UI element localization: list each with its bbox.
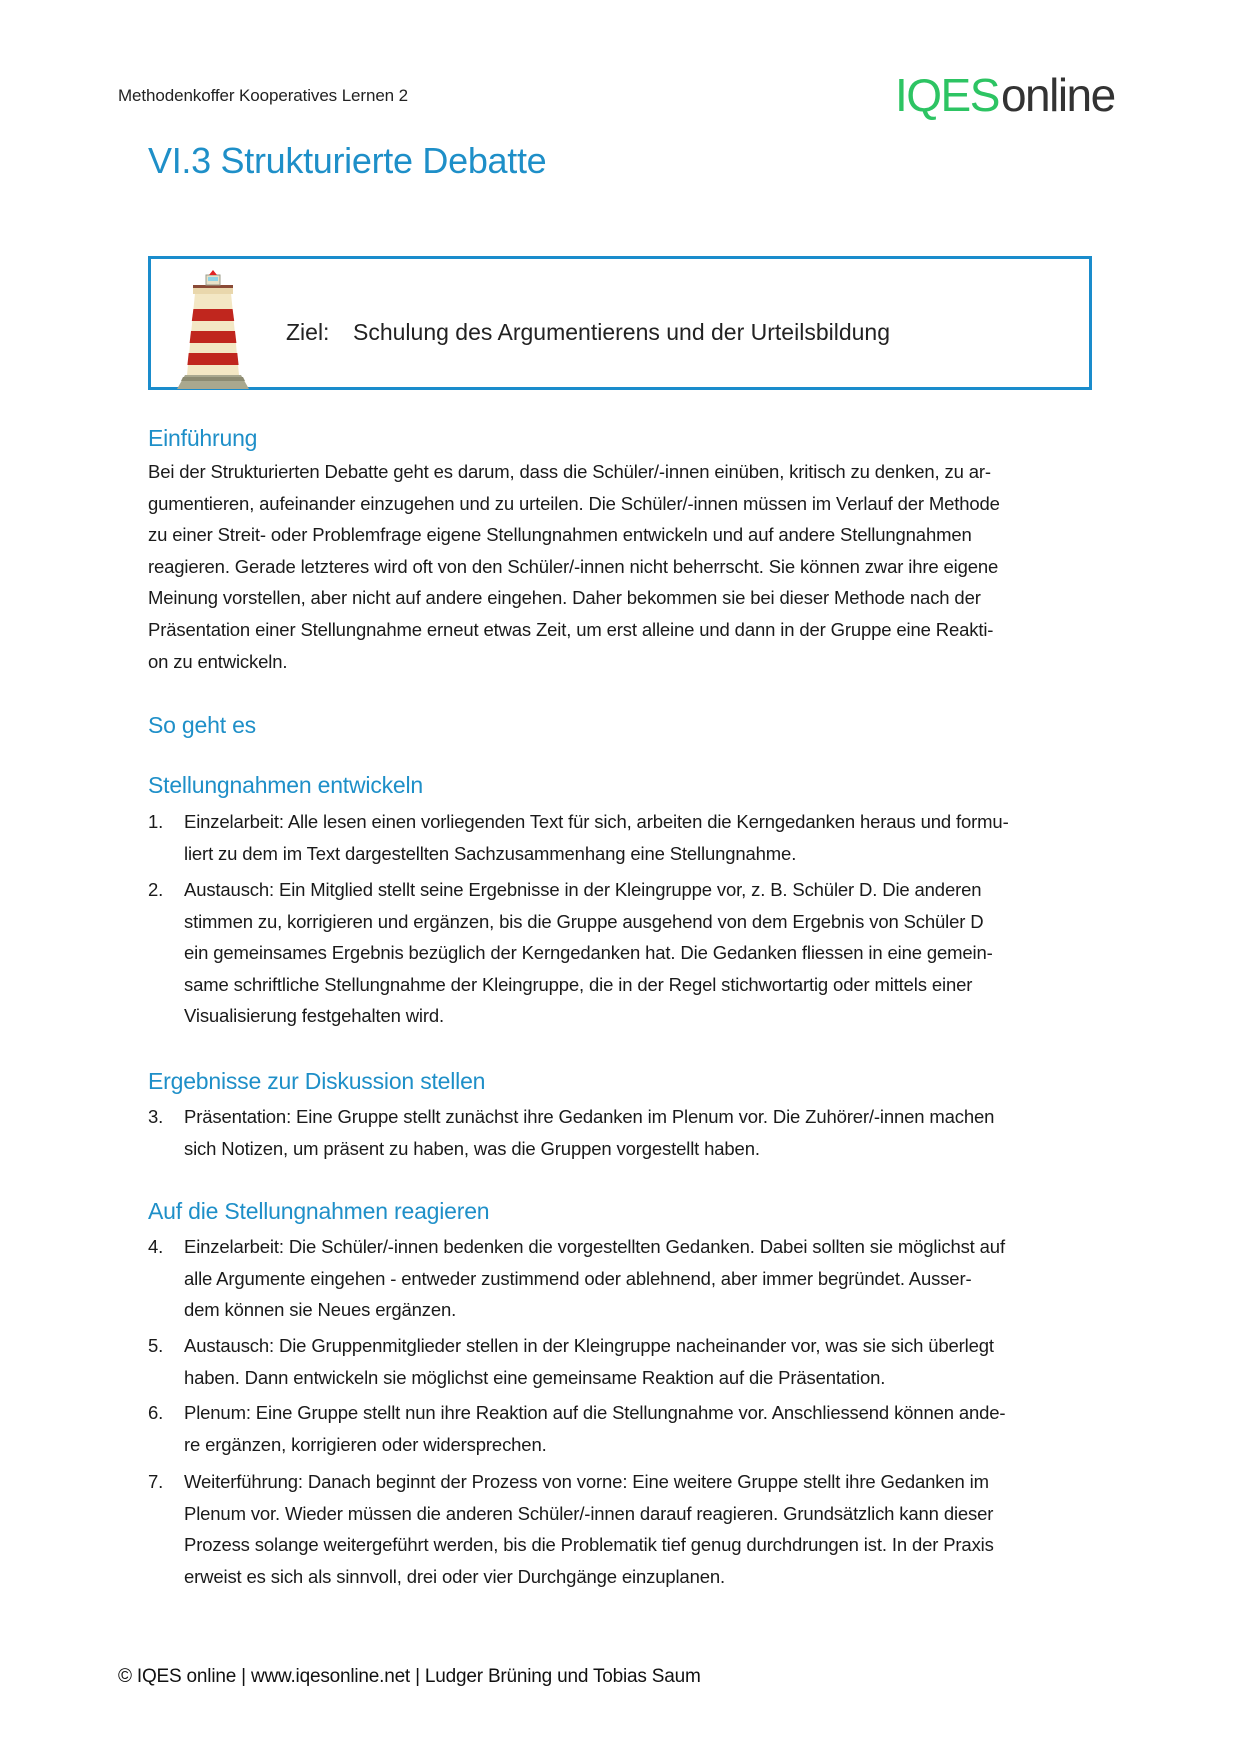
list-item-number: 7. [148, 1471, 164, 1492]
list-item [148, 806, 1098, 869]
list-item-number: 2. [148, 879, 164, 900]
list-item-line: Plenum vor. Wieder müssen die anderen Schüler/-innen darauf reagieren. Grundsätzlich kann dieser [184, 1502, 994, 1524]
paragraph-line: reagieren. Gerade letzteres wird oft von den Schüler/-innen nicht beherrscht. Sie können zwar ihre eigene [148, 555, 999, 577]
goal-text: Schulung des Argumentierens und der Urteilsbildung [353, 319, 890, 345]
list-item-line: erweist es sich als sinnvoll, drei oder vier Durchgänge einzuplanen. [184, 1565, 725, 1587]
section-heading-so-geht-es: So geht es [148, 712, 256, 738]
list-item-line: alle Argumente eingehen - entweder zustimmend oder ablehnend, aber immer begründet. Ausser- [184, 1267, 972, 1289]
list-item-line: dem können sie Neues ergänzen. [184, 1299, 457, 1321]
section-heading-einfuehrung: Einführung [148, 425, 258, 451]
list-item [148, 874, 1098, 1032]
list-item-number: 6. [148, 1402, 164, 1423]
logo-part-online: online [1000, 69, 1115, 121]
list-item-line: re ergänzen, korrigieren oder widersprechen. [184, 1433, 547, 1455]
paragraph-line: zu einer Streit- oder Problemfrage eigene Stellungnahmen entwickeln und auf andere Stellungnahmen [148, 524, 972, 546]
list-item [148, 1231, 1098, 1326]
list-item-number: 5. [148, 1335, 164, 1356]
list-item-number: 3. [148, 1106, 164, 1127]
list-item-line: Einzelarbeit: Alle lesen einen vorliegenden Text für sich, arbeiten die Kerngedanken heraus und formu- [184, 811, 1009, 832]
list-item [148, 1330, 1098, 1393]
list-item [148, 1101, 1098, 1164]
paragraph-line: Meinung vorstellen, aber nicht auf andere eingehen. Daher bekommen sie bei dieser Methode nach der [148, 587, 981, 609]
goal-label: Ziel: [286, 319, 330, 345]
list-item-number: 4. [148, 1236, 164, 1257]
list-item-line: Präsentation: Eine Gruppe stellt zunächst ihre Gedanken im Plenum vor. Die Zuhörer/-innen machen [184, 1106, 995, 1127]
list-item-line: Weiterführung: Danach beginnt der Prozess von vorne: Eine weitere Gruppe stellt ihre Gedanken im [184, 1471, 989, 1492]
list-item [148, 1397, 1098, 1460]
lighthouse-icon [173, 265, 253, 389]
list-item [148, 1466, 1098, 1592]
paragraph-line: gumentieren, aufeinander einzugehen und zu urteilen. Die Schüler/-innen müssen im Verlauf der Methode [148, 492, 1000, 514]
intro-paragraph [148, 456, 1098, 677]
footer-copyright: © IQES online | www.iqesonline.net | Ludger Brüning und Tobias Saum [118, 1666, 701, 1687]
list-item-line: haben. Dann entwickeln sie möglichst eine gemeinsame Reaktion auf die Präsentation. [184, 1366, 886, 1388]
list-item-line: Austausch: Die Gruppenmitglieder stellen in der Kleingruppe nacheinander vor, was sie sich überlegt [184, 1335, 994, 1356]
subsection-heading: Stellungnahmen entwickeln [148, 772, 424, 798]
list-item-line: ein gemeinsames Ergebnis bezüglich der Kerngedanken hat. Die Gedanken fliessen in eine gemein- [184, 942, 993, 964]
paragraph-line: Bei der Strukturierten Debatte geht es darum, dass die Schüler/-innen einüben, kritisch zu denken, zu ar- [148, 461, 991, 482]
list-item-line: Prozess solange weitergeführt werden, bis die Problematik tief genug durchdrungen ist. In der Praxis [184, 1534, 994, 1556]
goal-box [148, 256, 1092, 390]
list-item-line: Visualisierung festgehalten wird. [184, 1005, 445, 1027]
paragraph-line: on zu entwickeln. [148, 650, 288, 672]
logo-part-iqes: IQES [895, 69, 999, 121]
list-item-number: 1. [148, 811, 164, 832]
iqes-online-logo [895, 69, 1115, 121]
list-item-line: same schriftliche Stellungnahme der Kleingruppe, die in der Regel stichwortartig oder mittels einer [184, 973, 973, 995]
list-item-line: sich Notizen, um präsent zu haben, was die Gruppen vorgestellt haben. [184, 1137, 760, 1159]
list-item-line: stimmen zu, korrigieren und ergänzen, bis die Gruppe ausgehend von dem Ergebnis von Schüler D [184, 910, 984, 932]
paragraph-line: Präsentation einer Stellungnahme erneut etwas Zeit, um erst alleine und dann in der Gruppe eine Reakti- [148, 618, 994, 640]
list-item-line: liert zu dem im Text dargestellten Sachzusammenhang eine Stellungnahme. [184, 842, 797, 864]
list-item-line: Austausch: Ein Mitglied stellt seine Ergebnisse in der Kleingruppe vor, z. B. Schüler D. Die anderen [184, 879, 982, 900]
subsection-heading: Auf die Stellungnahmen reagieren [148, 1198, 490, 1224]
list-item-line: Plenum: Eine Gruppe stellt nun ihre Reaktion auf die Stellungnahme vor. Anschliessend können ande- [184, 1402, 1006, 1423]
page-title: VI.3 Strukturierte Debatte [148, 140, 547, 181]
subsection-heading: Ergebnisse zur Diskussion stellen [148, 1068, 486, 1094]
list-item-line: Einzelarbeit: Die Schüler/-innen bedenken die vorgestellten Gedanken. Dabei sollten sie möglichst auf [184, 1236, 1005, 1257]
document-series-title: Methodenkoffer Kooperatives Lernen 2 [118, 86, 409, 105]
